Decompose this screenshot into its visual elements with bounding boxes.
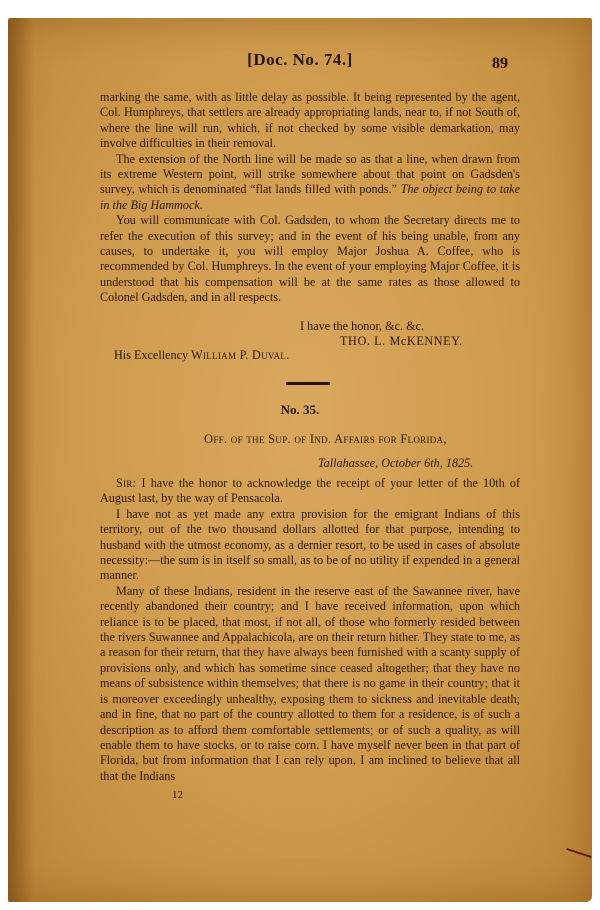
addressee-name: William P. Duval. <box>191 348 290 362</box>
doc-number-header: [Doc. No. 74.] <box>247 50 353 69</box>
signature-mark: 12 <box>172 789 183 801</box>
letter1-paragraph-2-text: The extension of the North line will be made so as that a line, when drawn from its extreme Western point, will strike somewhere about that point on Gadsden's survey, which is denominated “flat lands filled with ponds.” <box>100 151 520 197</box>
letter1-closing: I have the honor, &c. &c. <box>300 319 425 333</box>
letter1-italic-note: The object being to take in the Big Hammock. <box>100 182 520 212</box>
letter2-paragraph-2: I have not as yet made any extra provision for the emigrant Indians of this territory, out of the two thousand dollars allotted for that purpose, intending to husband with the utmost economy, as a dernier resort, to be used in cases of absolute necessity:—the sum is in itself so small, as to be of no utility if expended in a general manner. <box>100 506 520 583</box>
page-number: 89 <box>492 55 508 72</box>
letter1-paragraph-2 <box>100 152 520 214</box>
binding-edge <box>8 18 34 902</box>
letter2-office: Off. of the Sup. of Ind. Affairs for Florida, <box>204 432 447 446</box>
letter2-number: No. 35. <box>280 402 320 417</box>
letter2-paragraph-1-text: I have the honor to acknowledge the receipt of your letter of the 10th of August last, by the way of Pensacola. <box>100 476 521 506</box>
letter1-paragraph-3: You will communicate with Col. Gadsden, to whom the Secretary directs me to refer the execution of this survey; and in the event of his being unable, from any causes, to undertake it, you will employ Major Joshua A. Coffee, who is recommended by Col. Humphreys. In the event of your employing Major Coffee, it is understood that his compensation will be at the same rates as those allowed to Colonel Gadsden, and in all respects. <box>100 213 520 305</box>
letter1-paragraph-1: marking the same, with as little delay as possible. It being represented by the agent, Col. Humphreys, that settlers are already appropriating lands, near to, if not South of, where the line will run, which, if not checked by some visible demarkation, may involve difficulties in their removal. <box>100 90 520 151</box>
section-divider <box>286 382 330 385</box>
addressee-prefix: His Excellency <box>114 348 189 362</box>
letter1-signature: THO. L. McKENNEY. <box>340 334 463 348</box>
letter1-body <box>100 90 520 306</box>
letter2-paragraph-3: Many of these Indians, resident in the reserve east of the Sawannee river, have recently abandoned their country; and I have received information, upon which reliance is to be placed, that most, if not all, of those who formerly resided between the rivers Suwannee and Appalachicola, are on their return hither. They state to me, as a reason for their return, that they have always been furnished with a scanty supply of provisions only, and which has sometime since ceased altogether; that they have no means of subsistence within themselves; that there is no game in their country; that it is moreover exceedingly unhealthy, exposing them to sickness and inevitable death; and in fine, that no part of the country allotted to them for a residence, is of such a description as to afford them comfortable settlements; or of such a quality, as will enable them to have stocks, or to raise corn. I have myself never been in that part of Florida, but from information that I can rely upon, I am inclined to believe that all that the Indians <box>100 583 520 783</box>
letter2-place-date: Tallahassee, October 6th, 1825. <box>318 456 474 470</box>
letter2-salutation: Sir: <box>116 476 137 490</box>
letter1-addressee <box>114 348 290 363</box>
letter2-paragraph-1 <box>100 476 520 507</box>
letter2-body <box>100 476 520 784</box>
